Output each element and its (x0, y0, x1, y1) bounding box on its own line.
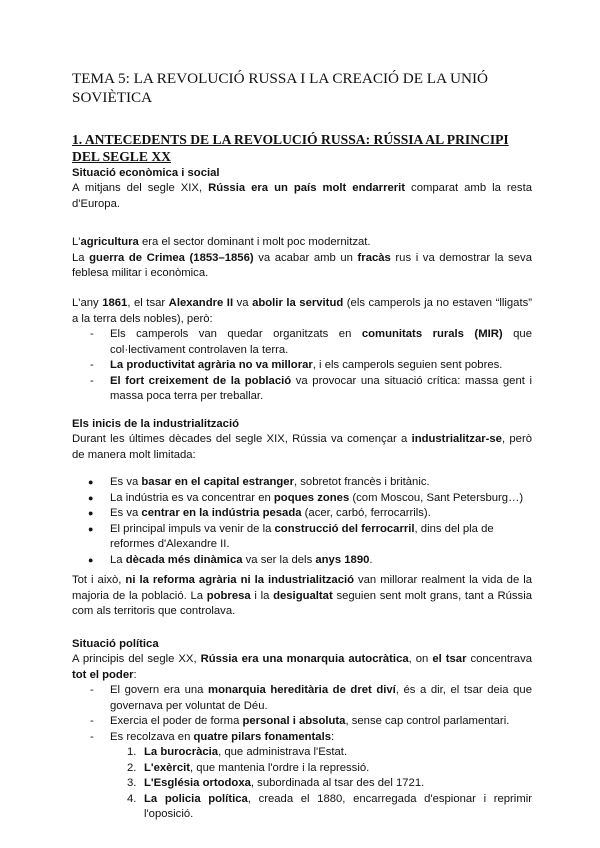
list-item: - El fort creixement de la població va provocar una situació crítica: massa gent i massa poca terra per treballar. (90, 374, 532, 402)
bold-text: 1861 (102, 297, 128, 309)
bold-text: agricultura (80, 236, 139, 248)
subheading-economic: Situació econòmica i social (72, 167, 220, 179)
bold-text: La productivitat agrària no va millorar (110, 359, 313, 371)
political-section (72, 637, 532, 823)
list-item: ● El principal impuls va venir de la construcció del ferrocarril, dins del pla de reformes d'Alexandre II. (88, 522, 494, 550)
bold-text: construcció del ferrocarril (274, 522, 415, 535)
paragraph: Tot i això, ni la reforma agrària ni la industrialització van millorar realment la vida de la majoria de la població. La pobresa i la desigualtat seguien sent molt grans, tant a Rússia com als territoris que controlava. (72, 574, 533, 617)
list-item: ● La indústria es va concentrar en poques zones (com Moscou, Sant Petersburg…) (72, 491, 532, 507)
list-marker: ● (88, 508, 94, 518)
bold-text: Rússia era una monarquia autocràtica (200, 653, 409, 665)
paragraph: L'agricultura era el sector dominant i molt poc modernitzat. (72, 236, 371, 248)
numbered-list (72, 745, 532, 823)
bold-text: tot el poder (72, 668, 134, 681)
bold-text: basar en el capital estranger (141, 476, 294, 488)
bold-text: dècada més dinàmica (125, 553, 243, 566)
economic-social-section (72, 166, 532, 212)
list-item: 4. La policia política, creada el 1880, encarregada d'espionar i reprimir l'oposició. (127, 792, 532, 820)
list-item: - La productivitat agrària no va millorar, i els camperols seguien sent pobres. (72, 358, 532, 374)
list-marker: 3. (127, 777, 137, 789)
bold-text: quatre pilars fonamentals (193, 730, 331, 743)
serfdom-block (72, 296, 532, 405)
bold-text: ni la reforma agrària ni la industrialització (125, 574, 355, 586)
bold-text: L'Església ortodoxa (144, 777, 251, 789)
list-item: - Es recolzava en quatre pilars fonamentals: (72, 730, 532, 746)
list-marker: 2. (127, 761, 137, 774)
bold-text: desigualtat (273, 589, 333, 602)
list-item: ● La dècada més dinàmica va ser la dels anys 1890. (72, 553, 532, 569)
industrialization-list-block (72, 475, 532, 568)
bold-text: anys 1890 (315, 553, 370, 566)
subheading-industrialization: Els inicis de la industrialització (72, 418, 239, 430)
bold-text: centrar en la indústria pesada (141, 507, 302, 519)
list-item: 2. L'exèrcit, que mantenia l'ordre i la repressió. (72, 761, 532, 777)
list-marker: ● (88, 477, 94, 487)
bold-text: monarquia hereditària de dret diví (208, 684, 396, 696)
bold-text: El fort creixement de la població (110, 374, 292, 387)
bold-text: La policia política (144, 792, 248, 805)
list-marker: ● (88, 492, 94, 503)
list-marker: - (90, 328, 94, 340)
list-marker: ● (88, 523, 94, 534)
paragraph: L'any 1861, el tsar Alexandre II va abolir la servitud (els camperols ja no estaven “lligats” a la terra dels nobles), però: (72, 297, 533, 325)
list-item: - El govern era una monarquia hereditària de dret diví, és a dir, el tsar deia que governava per voluntat de Déu. (90, 684, 532, 712)
page-title: TEMA 5: LA REVOLUCIÓ RUSSA I LA CREACIÓ DE LA UNIÓ SOVIÈTICA (72, 70, 488, 106)
list-item: - Exercia el poder de forma personal i absoluta, sense cap control parlamentari. (72, 714, 532, 730)
bold-text: abolir la servitud (252, 297, 344, 309)
bold-text: industrialitzar-se (411, 433, 502, 445)
bold-text: Rússia era un país molt endarrerit (208, 182, 406, 194)
paragraph: Durant les últimes dècades del segle XIX, Rússia va començar a industrialitzar-se, però de manera molt limitada: (72, 433, 532, 461)
bold-text: fracàs (357, 251, 391, 264)
bold-text: guerra de Crimea (1853–1856) (89, 251, 254, 264)
list-marker: - (90, 684, 94, 696)
list-marker: 4. (127, 792, 137, 805)
conclusion-block (72, 573, 532, 620)
bold-text: poques zones (273, 491, 350, 504)
list-item: ● Es va basar en el capital estranger, sobretot francès i britànic. (72, 475, 532, 491)
paragraph: La guerra de Crimea (1853–1856) va acabar amb un fracàs rus i va demostrar la seva feblesa militar i econòmica. (72, 251, 532, 279)
bold-text: personal i absoluta (242, 715, 346, 727)
list-item: - Els camperols van quedar organitzats en comunitats rurals (MIR) que col·lectivament controlaven la terra. (90, 328, 532, 356)
dash-list (72, 327, 532, 405)
bold-text: comunitats rurals (MIR) (361, 328, 503, 340)
list-item: 1. La burocràcia, que administrava l'Estat. (72, 745, 532, 761)
list-item: 3. L'Església ortodoxa, subordinada al tsar des del 1721. (72, 776, 532, 792)
list-marker: - (90, 715, 94, 727)
list-marker: 1. (127, 746, 137, 758)
section-heading: 1. ANTECEDENTS DE LA REVOLUCIÓ RUSSA: RÚSSIA AL PRINCIPI DEL SEGLE XX (72, 132, 509, 164)
industrialization-section (72, 417, 532, 463)
bullet-list (72, 475, 532, 568)
bold-text: pobresa (206, 589, 251, 602)
list-marker: - (90, 359, 94, 371)
list-item: ● Es va centrar en la indústria pesada (acer, carbó, ferrocarrils). (72, 506, 532, 522)
paragraph: A principis del segle XX, Rússia era una monarquia autocràtica, on el tsar concentrava tot el poder: (72, 653, 532, 681)
bold-text: L'exèrcit (144, 761, 191, 774)
list-marker: - (90, 374, 94, 387)
bold-text: Alexandre II (168, 297, 234, 309)
agriculture-block (72, 235, 532, 282)
dash-list (72, 683, 532, 745)
list-marker: - (90, 730, 94, 743)
bold-text: el tsar (432, 653, 467, 665)
list-marker: ● (88, 554, 94, 565)
paragraph: A mitjans del segle XIX, Rússia era un país molt endarrerit comparat amb la resta d'Europa. (72, 182, 533, 210)
subheading-political: Situació política (72, 638, 159, 650)
bold-text: La burocràcia (144, 746, 219, 758)
